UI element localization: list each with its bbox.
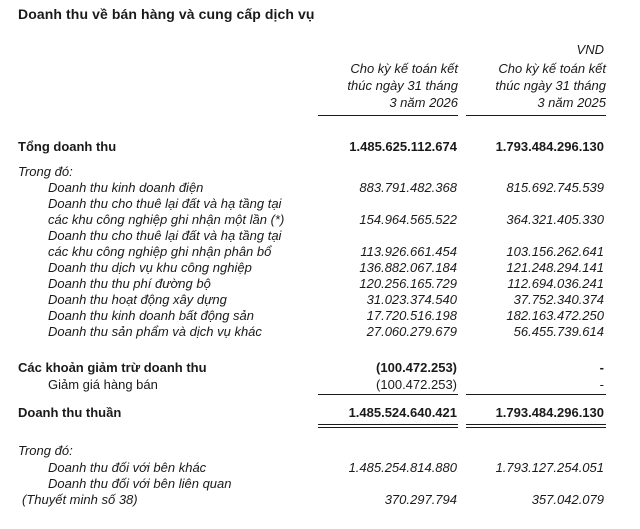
value-2026: 370.297.794 [384, 492, 457, 507]
row-revenue-deductions [0, 360, 640, 376]
row-total-revenue [0, 139, 640, 155]
column-header-line: thúc ngày 31 tháng [495, 78, 606, 93]
row-label: Doanh thu đối với bên khác [48, 460, 207, 475]
currency-unit: VND [576, 42, 604, 57]
column-header-underline [318, 115, 458, 116]
row-label: Doanh thu đối với bên liên quan [48, 476, 232, 491]
row-of-which [0, 443, 640, 459]
total-double-underline [466, 424, 606, 425]
value-2025: 37.752.340.374 [513, 292, 604, 307]
value-2025: 182.163.472.250 [506, 308, 604, 323]
value-2026: 1.485.625.112.674 [349, 139, 457, 154]
value-2025: 364.321.405.330 [506, 212, 604, 227]
row-land-lease-allocated [0, 244, 640, 260]
row-label: Doanh thu thuần [18, 405, 122, 420]
row-road-toll [0, 276, 640, 292]
row-revenue-related-parties [0, 492, 640, 508]
row-net-revenue [0, 405, 640, 421]
value-2026: 1.485.524.640.421 [348, 405, 457, 420]
row-land-lease-one-time-line1 [0, 196, 640, 212]
row-label: Các khoản giảm trừ doanh thu [18, 360, 207, 375]
row-label: Trong đó: [18, 164, 73, 179]
column-header-line: 3 năm 2025 [537, 95, 606, 110]
column-header-2026 [328, 60, 458, 111]
column-header-underline [466, 115, 606, 116]
row-other-products-services [0, 324, 640, 340]
value-2026: 31.023.374.540 [366, 292, 457, 307]
row-label: Giảm giá hàng bán [48, 377, 158, 392]
row-sales-discount [0, 377, 640, 393]
row-label: Doanh thu cho thuê lại đất và hạ tầng tại [48, 196, 282, 211]
value-2025: 112.694.036.241 [507, 276, 604, 291]
row-label: Tổng doanh thu [18, 139, 117, 154]
column-header-line: 3 năm 2026 [389, 95, 458, 110]
value-2025: 1.793.484.296.130 [495, 139, 604, 154]
row-revenue-other-parties [0, 460, 640, 476]
row-of-which [0, 164, 640, 180]
value-2026: (100.472.253) [376, 360, 457, 375]
row-label: các khu công nghiệp ghi nhận phân bổ [48, 244, 272, 259]
section-title: Doanh thu về bán hàng và cung cấp dịch vụ [18, 6, 315, 22]
row-revenue-related-parties-line1 [0, 476, 640, 492]
value-2025: 815.692.745.539 [506, 180, 604, 195]
value-2026: 1.485.254.814.880 [348, 460, 457, 475]
total-double-underline [318, 424, 458, 425]
value-2026: 883.791.482.368 [359, 180, 457, 195]
value-2026: 120.256.165.729 [359, 276, 457, 291]
value-2026: 136.882.067.184 [359, 260, 457, 275]
row-label: Doanh thu cho thuê lại đất và hạ tầng tại [48, 228, 282, 243]
value-2026: 113.926.661.454 [360, 244, 457, 259]
value-2026: (100.472.253) [376, 377, 457, 392]
value-2026: 154.964.565.522 [359, 212, 457, 227]
row-electricity-revenue [0, 180, 640, 196]
total-double-underline [466, 427, 606, 428]
column-header-line: Cho kỳ kế toán kết [350, 61, 458, 76]
row-land-lease-one-time [0, 212, 640, 228]
row-label: Doanh thu dịch vụ khu công nghiệp [48, 260, 252, 275]
subtotal-underline [466, 394, 606, 395]
subtotal-underline [318, 394, 458, 395]
value-2025: - [599, 377, 604, 392]
value-2026: 17.720.516.198 [366, 308, 457, 323]
row-label: Doanh thu thu phí đường bộ [48, 276, 211, 291]
column-header-line: thúc ngày 31 tháng [347, 78, 458, 93]
total-double-underline [318, 427, 458, 428]
column-header-line: Cho kỳ kế toán kết [498, 61, 606, 76]
row-real-estate [0, 308, 640, 324]
value-2025: 357.042.079 [531, 492, 604, 507]
row-industrial-park-services [0, 260, 640, 276]
value-2026: 27.060.279.679 [366, 324, 457, 339]
value-2025: - [599, 360, 604, 375]
row-label: (Thuyết minh số 38) [22, 492, 138, 507]
row-label: Doanh thu kinh doanh bất động sản [48, 308, 255, 323]
row-land-lease-allocated-line1 [0, 228, 640, 244]
row-label: Trong đó: [18, 443, 73, 458]
row-label: Doanh thu hoạt động xây dựng [48, 292, 227, 307]
value-2025: 1.793.127.254.051 [495, 460, 604, 475]
row-label: các khu công nghiệp ghi nhận một lần (*) [48, 212, 285, 227]
value-2025: 56.455.739.614 [513, 324, 604, 339]
value-2025: 121.248.294.141 [506, 260, 604, 275]
row-label: Doanh thu kinh doanh điện [48, 180, 204, 195]
value-2025: 103.156.262.641 [506, 244, 604, 259]
column-header-2025 [476, 60, 606, 111]
row-construction [0, 292, 640, 308]
value-2025: 1.793.484.296.130 [495, 405, 604, 420]
row-label: Doanh thu sản phẩm và dịch vụ khác [48, 324, 262, 339]
